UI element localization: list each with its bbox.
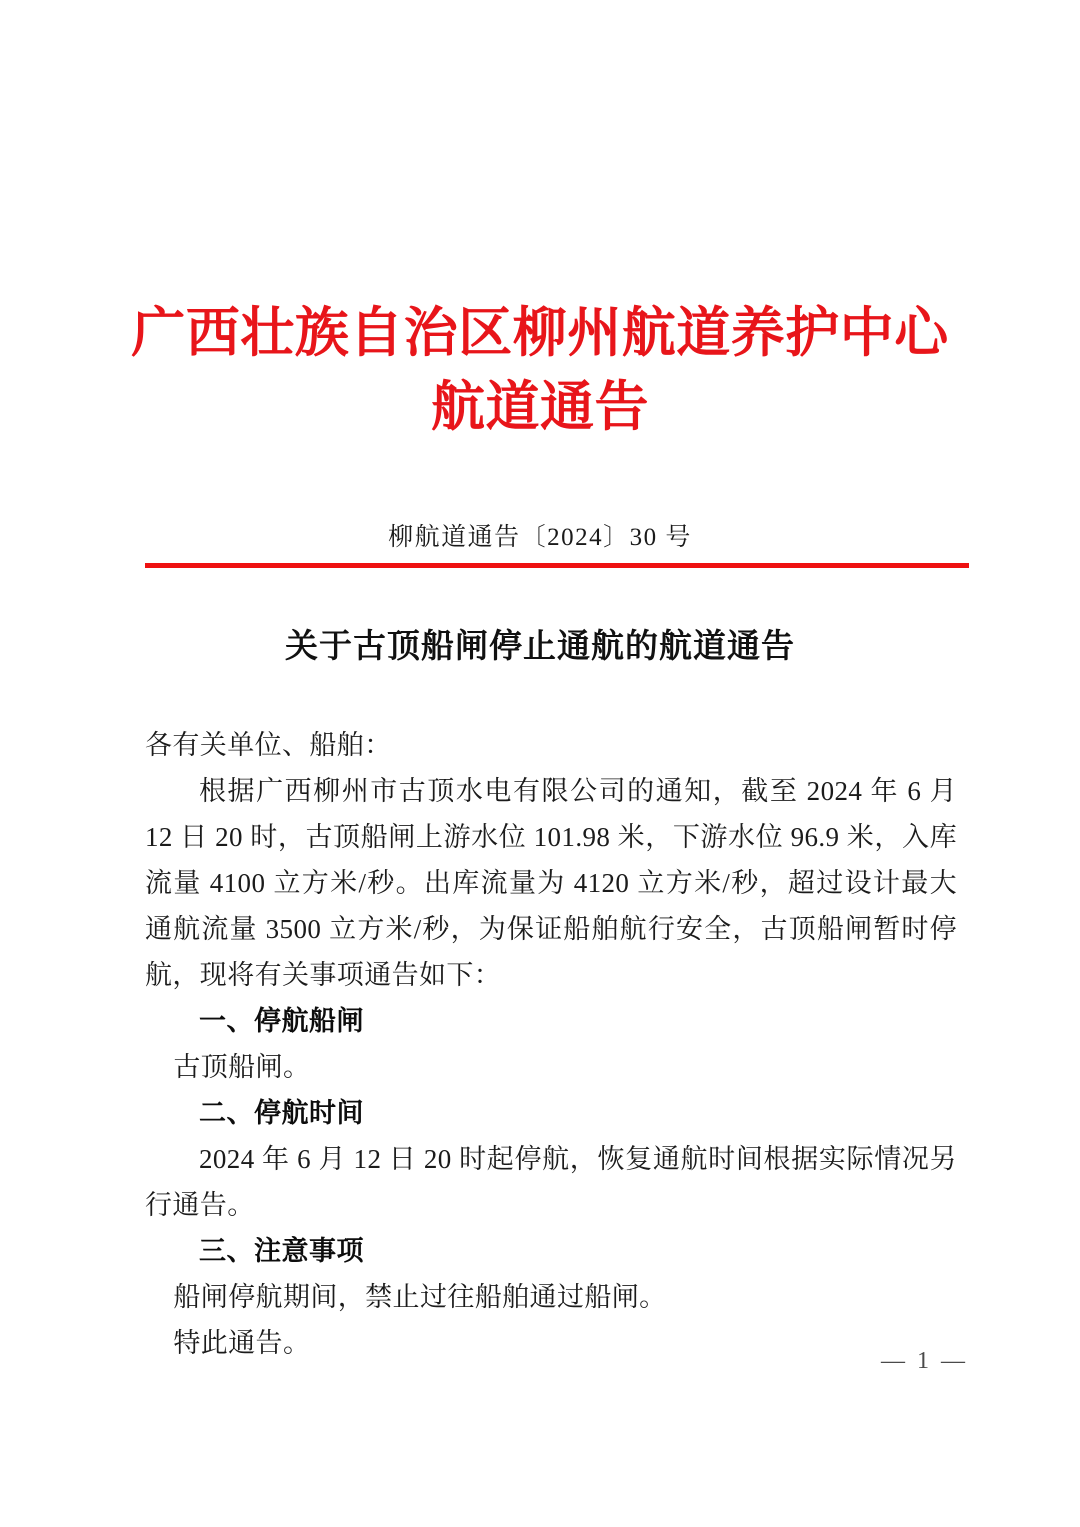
section-heading-2: 二、停航时间 (199, 1098, 364, 1128)
document-body (145, 722, 957, 1366)
section-text-1: 古顶船闸。 (173, 1052, 311, 1082)
masthead-line-1: 广西壮族自治区柳州航道养护中心 (131, 303, 949, 363)
document-number: 柳航道通告〔2024〕30 号 (388, 524, 692, 551)
section-heading-3: 三、注意事项 (199, 1236, 364, 1266)
closing-statement: 特此通告。 (173, 1328, 311, 1358)
section-text-3: 船闸停航期间，禁止过往船舶通过船闸。 (173, 1282, 667, 1312)
page-number: — 1 — (881, 1348, 968, 1374)
section-text-2: 2024 年 6 月 12 日 20 时起停航，恢复通航时间根据实际情况另行通告。 (145, 1144, 957, 1220)
subject-heading: 关于古顶船闸停止通航的航道通告 (285, 627, 795, 664)
section-heading-1: 一、停航船闸 (199, 1006, 364, 1036)
red-divider-rule (145, 563, 969, 568)
salutation: 各有关单位、船舶： (145, 730, 392, 760)
masthead-line-2: 航道通告 (431, 377, 649, 437)
masthead (0, 296, 1080, 444)
intro-paragraph: 根据广西柳州市古顶水电有限公司的通知，截至 2024 年 6 月 12 日 20 时，古顶船闸上游水位 101.98 米，下游水位 96.9 米，入库流量 4100 立方米/秒。出库流量为 4120 立方米/秒，超过设计最大通航流量 3500 立方米/秒，为保证船舶航行安全，古顶船闸暂时停航，现将有关事项通告如下： (145, 776, 957, 990)
